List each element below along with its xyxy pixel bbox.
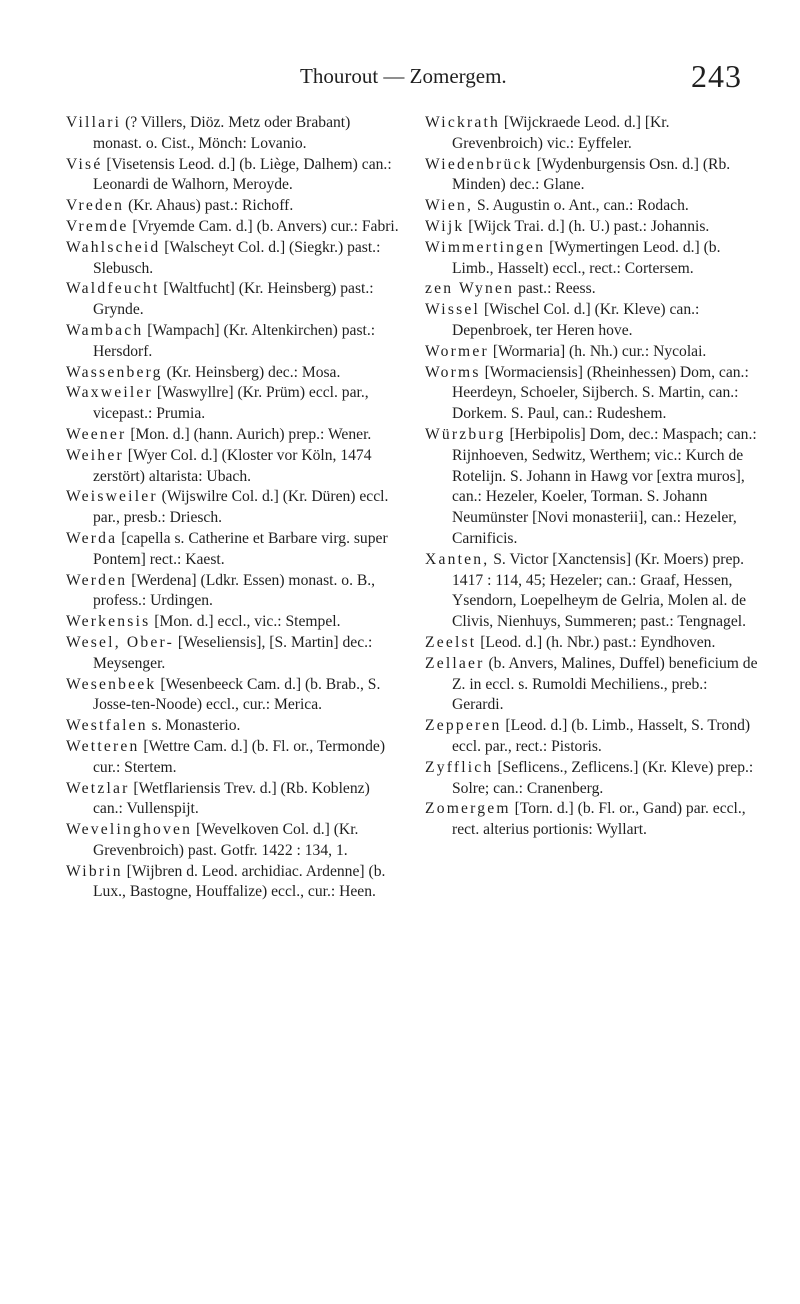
entry-text: [Wijbren d. Leod. archidiac. Ardenne] (b. Lux., Bastogne, Houffalize) eccl., cur.: Heen.	[93, 862, 386, 901]
gazetteer-entry	[66, 612, 400, 633]
entry-headword: Vreden	[66, 197, 125, 215]
entry-headword: Wahlscheid	[66, 238, 161, 256]
entry-headword: Wimmertingen	[425, 238, 546, 256]
entry-text: [Wormaria] (h. Nh.) cur.: Nycolai.	[492, 342, 707, 360]
gazetteer-entry	[425, 654, 759, 716]
gazetteer-entry	[66, 571, 400, 613]
entry-headword: Worms	[425, 363, 481, 381]
entry-headword: Westfalen	[66, 717, 148, 735]
entry-text: [capella s. Catherine et Barbare virg. super Pontem] rect.: Kaest.	[93, 529, 388, 568]
entry-text: [Leod. d.] (h. Nbr.) past.: Eyndhoven.	[480, 633, 716, 651]
page-number: 243	[691, 58, 742, 94]
entry-text: [Visetensis Leod. d.] (b. Liège, Dalhem) can.: Leonardi de Walhorn, Meroyde.	[93, 155, 392, 194]
entry-headword: Xanten,	[425, 550, 490, 568]
entry-text: [Wyer Col. d.] (Kloster vor Köln, 1474 zerstört) altarista: Ubach.	[93, 446, 372, 485]
entry-text: [Mon. d.] (hann. Aurich) prep.: Wener.	[130, 425, 372, 443]
entry-text: [Wischel Col. d.] (Kr. Kleve) can.: Depenbroek, ter Heren hove.	[452, 301, 700, 339]
gazetteer-entry	[66, 820, 400, 862]
gazetteer-entry	[425, 633, 759, 654]
entry-headword: Wickrath	[425, 114, 500, 131]
gazetteer-entry	[66, 779, 400, 821]
entry-text: (? Villers, Diöz. Metz oder Brabant) monast. o. Cist., Mönch: Lovanio.	[93, 114, 351, 152]
entry-headword: Visé	[66, 155, 103, 173]
entry-text: [Wettre Cam. d.] (b. Fl. or., Termonde) cur.: Stertem.	[93, 737, 386, 776]
entry-headword: Wibrin	[66, 862, 123, 880]
entry-text: [Wymertingen Leod. d.] (b. Limb., Hasselt) eccl., rect.: Cortersem.	[452, 238, 721, 277]
gazetteer-entry	[66, 217, 400, 238]
gazetteer-entry	[425, 300, 759, 342]
entry-text: [Wormaciensis] (Rheinhessen) Dom, can.: Heerdeyn, Schoeler, Sijberch. S. Martin, can.: Dorkem. S. Paul, can.: Rudeshem.	[452, 363, 749, 423]
gazetteer-entry	[66, 529, 400, 571]
left-column	[66, 113, 400, 903]
entry-headword: Zeelst	[425, 633, 477, 651]
gazetteer-entry	[66, 487, 400, 529]
entry-text: [Wetflariensis Trev. d.] (Rb. Koblenz) can.: Vullenspijt.	[93, 779, 370, 818]
entry-headword: Waxweiler	[66, 384, 153, 402]
entry-text: S. Victor [Xanctensis] (Kr. Moers) prep. 1417 : 114, 45; Hezeler; can.: Graaf, Hessen, Ysendorn, Loepelheym de Gelria, Molen al. de Clivis, Nienhuys, Summeren; past.: Tengnagel.	[452, 550, 747, 631]
entry-headword: Wassenberg	[66, 363, 163, 381]
gazetteer-entry	[425, 155, 759, 197]
entry-headword: Weener	[66, 425, 127, 443]
entry-headword: Wormer	[425, 342, 489, 360]
entry-text: (Kr. Heinsberg) dec.: Mosa.	[166, 363, 341, 381]
entry-text: [Wevelkoven Col. d.] (Kr. Grevenbroich) past. Gotfr. 1422 : 134, 1.	[93, 821, 359, 859]
gazetteer-entry	[425, 425, 759, 550]
entry-headword: Wetteren	[66, 737, 140, 755]
entry-headword: Würzburg	[425, 425, 506, 443]
gazetteer-entry	[425, 799, 759, 841]
entry-headword: Zellaer	[425, 654, 485, 672]
page-header	[0, 58, 800, 108]
gazetteer-entry	[66, 279, 400, 321]
entry-headword: Weiher	[66, 446, 124, 464]
entry-headword: Wissel	[425, 301, 481, 319]
gazetteer-entry	[66, 425, 400, 446]
entry-headword: Vremde	[66, 217, 129, 235]
entry-headword: Weisweiler	[66, 488, 158, 506]
entry-text: [Weseliensis], [S. Martin] dec.: Meysenger.	[93, 633, 373, 672]
gazetteer-entry	[66, 383, 400, 425]
entry-headword: Wijk	[425, 217, 465, 235]
entry-headword: Werden	[66, 571, 128, 589]
gazetteer-entry	[425, 758, 759, 800]
entry-headword: Zomergem	[425, 800, 511, 818]
gazetteer-entry	[425, 550, 759, 633]
gazetteer-entry	[66, 633, 400, 675]
gazetteer-entry	[425, 279, 759, 300]
entry-headword: Zepperen	[425, 717, 502, 735]
running-title: Thourout — Zomergem.	[300, 64, 507, 88]
entry-headword: Wesel, Ober-	[66, 633, 174, 651]
entry-headword: Zyfflich	[425, 758, 494, 776]
entry-headword: Villari	[66, 114, 122, 131]
entry-text: (Wijswilre Col. d.] (Kr. Düren) eccl. par., presb.: Driesch.	[93, 488, 389, 527]
gazetteer-entry	[425, 716, 759, 758]
entry-text: [Leod. d.] (b. Limb., Hasselt, S. Trond) eccl. par., rect.: Pistoris.	[452, 717, 751, 755]
entry-text: [Herbipolis] Dom, dec.: Maspach; can.: Rijnhoeven, Sedwitz, Werthem; vic.: Kurch de Rotelijn. S. Johann in Hawg vor [extra muros], can.: Hezeler, Koeler, Torman. S. Johann Neumünster [Novi monasterii], can.: Hezeler, Carnificis.	[452, 425, 757, 547]
entry-text: (Kr. Ahaus) past.: Richoff.	[128, 197, 294, 215]
right-column	[425, 113, 759, 841]
entry-text: [Waswyllre] (Kr. Prüm) eccl. par., vicepast.: Prumia.	[93, 384, 369, 423]
entry-text: [Torn. d.] (b. Fl. or., Gand) par. eccl., rect. alterius portionis: Wyllart.	[452, 800, 746, 839]
entry-text: [Werdena] (Ldkr. Essen) monast. o. B., profess.: Urdingen.	[93, 571, 376, 610]
gazetteer-entry	[66, 155, 400, 197]
entry-headword: Wien,	[425, 197, 474, 215]
entry-headword: Wiedenbrück	[425, 155, 533, 173]
entry-headword: Werkensis	[66, 613, 151, 631]
gazetteer-entry	[66, 113, 400, 155]
gazetteer-entry	[66, 675, 400, 717]
gazetteer-entry	[425, 238, 759, 280]
gazetteer-entry	[425, 363, 759, 425]
entry-text: [Mon. d.] eccl., vic.: Stempel.	[154, 613, 341, 631]
entry-headword: Waldfeucht	[66, 280, 160, 298]
entry-text: past.: Reess.	[518, 280, 596, 298]
gazetteer-entry	[66, 238, 400, 280]
gazetteer-entry	[425, 217, 759, 238]
gazetteer-entry	[425, 196, 759, 217]
entry-headword: Wetzlar	[66, 779, 130, 797]
entry-text: [Waltfucht] (Kr. Heinsberg) past.: Grynde.	[93, 280, 374, 319]
entry-text: [Wijckraede Leod. d.] [Kr. Grevenbroich) vic.: Eyffeler.	[452, 114, 670, 152]
entry-headword: Wesenbeek	[66, 675, 157, 693]
entry-text: [Wampach] (Kr. Altenkirchen) past.: Hersdorf.	[93, 321, 376, 360]
gazetteer-entry	[66, 363, 400, 384]
entry-text: (b. Anvers, Malines, Duffel) beneficium de Z. in eccl. s. Rumoldi Mechiliens., preb.: Gerardi.	[452, 654, 758, 714]
gazetteer-entry	[425, 342, 759, 363]
entry-text: [Wijck Trai. d.] (h. U.) past.: Johannis.	[468, 217, 710, 235]
entry-text: S. Augustin o. Ant., can.: Rodach.	[476, 197, 689, 215]
entry-text: s. Monasterio.	[151, 717, 241, 735]
entry-headword: Werda	[66, 529, 118, 547]
gazetteer-entry	[66, 862, 400, 904]
entry-text: [Seflicens., Zeflicens.] (Kr. Kleve) prep.: Solre; can.: Cranenberg.	[452, 758, 754, 797]
gazetteer-entry	[66, 446, 400, 488]
entry-headword: Wambach	[66, 321, 144, 339]
gazetteer-entry	[66, 737, 400, 779]
entry-headword: zen Wynen	[425, 280, 515, 298]
entry-text: [Walscheyt Col. d.] (Siegkr.) past.: Slebusch.	[93, 238, 381, 277]
entry-headword: Wevelinghoven	[66, 821, 193, 839]
gazetteer-entry	[66, 196, 400, 217]
entry-text: [Wydenburgensis Osn. d.] (Rb. Minden) dec.: Glane.	[452, 155, 731, 194]
gazetteer-entry	[425, 113, 759, 155]
gazetteer-entry	[66, 321, 400, 363]
entry-text: [Vryemde Cam. d.] (b. Anvers) cur.: Fabri.	[132, 217, 399, 235]
gazetteer-entry	[66, 716, 400, 737]
entry-text: [Wesenbeeck Cam. d.] (b. Brab., S. Josse-ten-Noode) eccl., cur.: Merica.	[93, 675, 381, 714]
